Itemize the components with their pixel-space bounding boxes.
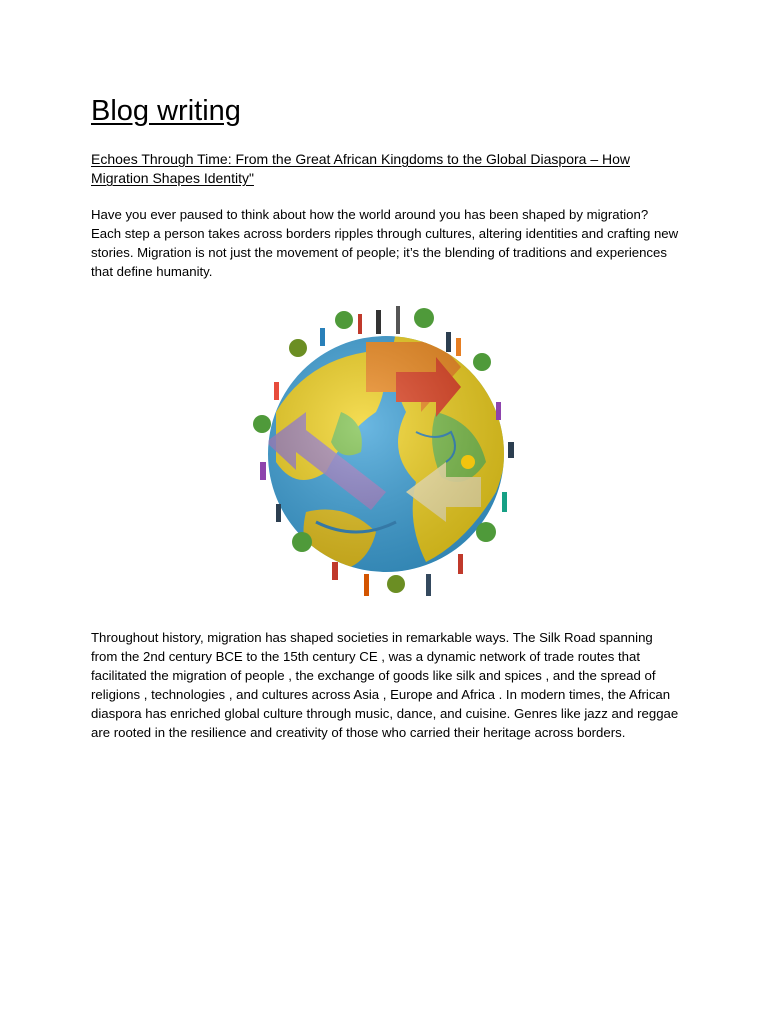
globe-migration-illustration-icon [246, 292, 526, 610]
history-paragraph: Throughout history, migration has shaped societies in remarkable ways. The Silk Road spanning from the 2nd century BCE to the 15th century CE , was a dynamic network of trade routes that facilitated the migration of people , the exchange of goods like silk and spices , and the spread of religions , technologies , and cultures across Asia , Europe and Africa . In modern times, the African diaspora has enriched global culture through music, dance, and cuisine. Genres like jazz and reggae are rooted in the resilience and creativity of those who carried their heritage across borders. [91, 630, 679, 740]
blog-subtitle: Echoes Through Time: From the Great African Kingdoms to the Global Diaspora – How Migration Shapes Identity" [91, 151, 630, 186]
intro-paragraph: Have you ever paused to think about how the world around you has been shaped by migration? Each step a person takes across borders ripples through cultures, altering identities and crafting new stories. Migration is not just the movement of people; it’s the blending of traditions and experiences that define humanity. [91, 207, 679, 279]
page-title: Blog writing [91, 95, 241, 127]
